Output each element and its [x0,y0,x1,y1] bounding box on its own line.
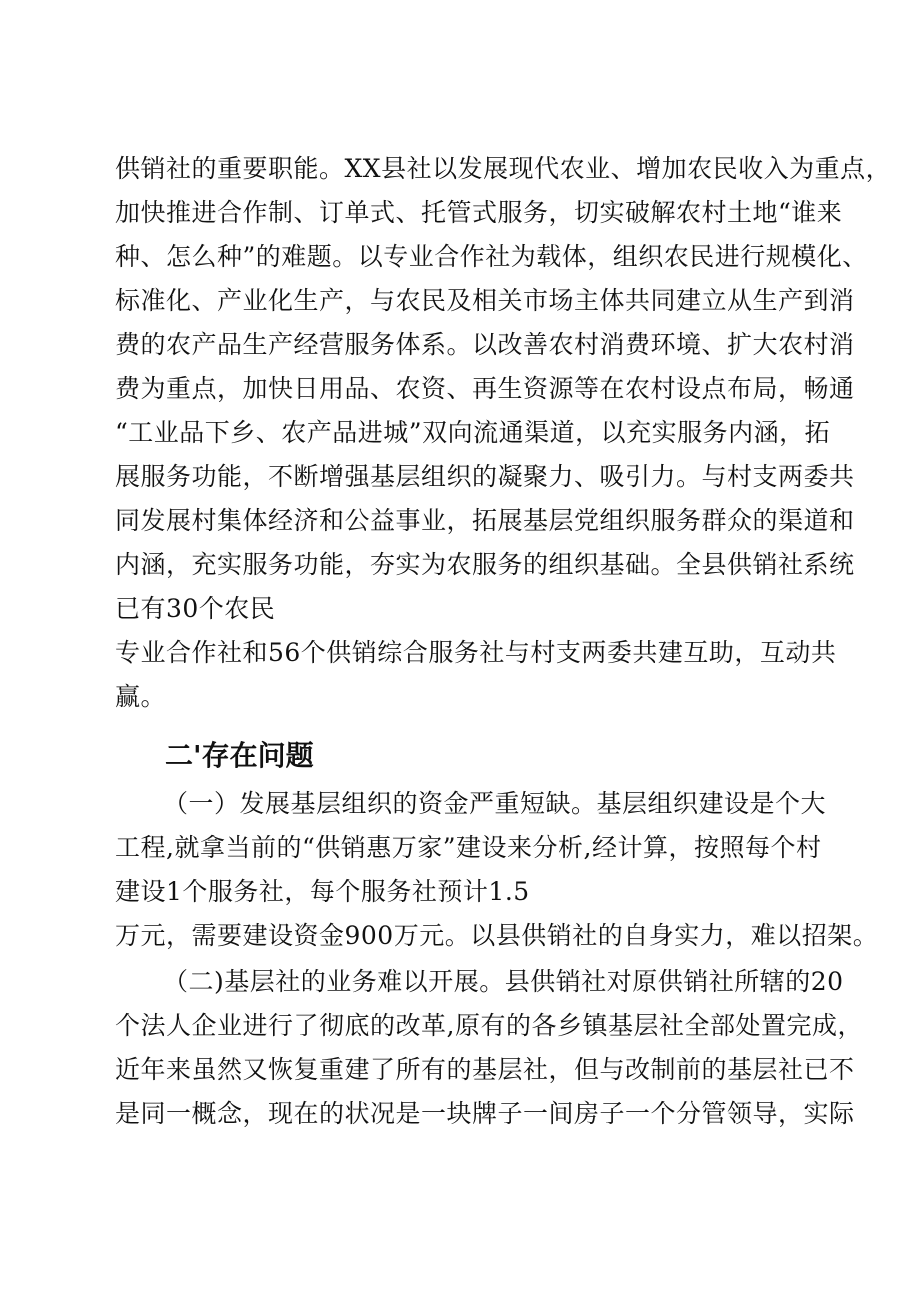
text-line: 费的农产品生产经营服务体系。以改善农村消费环境、扩大农村消 [115,330,855,359]
text-line: 赢。 [115,682,167,711]
text-line: 近年来虽然又恢复重建了所有的基层社，但与改制前的基层社已不 [115,1055,855,1084]
text-line: 费为重点，加快日用品、农资、再生资源等在农村设点布局，畅通 [115,374,855,403]
text-line: 建设1个服务社，每个服务社预计1.5 [115,877,530,906]
text-line: 工程,就拿当前的“供销惠万家”建设来分析,经计算，按照每个村 [115,833,822,862]
paragraph-funding-shortage [115,782,879,958]
text-line: 专业合作社和56个供销综合服务社与村支两委共建互助，互动共 [115,638,837,667]
text-line: 个法人企业进行了彻底的改革,原有的各乡镇基层社全部处置完成， [115,1011,863,1040]
text-line: 加快推进合作制、订单式、托管式服务，切实破解农村土地“谁来 [115,198,843,227]
paragraph-achievements [115,147,892,719]
text-line: （二)基层社的业务难以开展。县供销社对原供销社所辖的20 [163,967,844,996]
text-line: 已有30个农民 [115,594,276,623]
text-line: 展服务功能，不断增强基层组织的凝聚力、吸引力。与村支两委共 [115,462,855,491]
text-line: “工业品下乡、农产品进城”双向流通渠道，以充实服务内涵，拓 [115,418,831,447]
text-line: 供销社的重要职能。XX县社以发展现代农业、增加农民收入为重点， [115,154,892,183]
text-line: 内涵，充实服务功能，夯实为农服务的组织基础。全县供销社系统 [115,550,855,579]
text-line: 万元，需要建设资金900万元。以县供销社的自身实力，难以招架。 [115,921,879,950]
text-line: 是同一概念，现在的状况是一块牌子一间房子一个分管领导，实际 [115,1099,855,1128]
text-line: 同发展村集体经济和公益事业，拓展基层党组织服务群众的渠道和 [115,506,855,535]
text-line: 种、怎么种”的难题。以专业合作社为载体，组织农民进行规模化、 [115,242,868,271]
paragraph-business-difficulty [115,960,863,1136]
text-line: 标准化、产业化生产，与农民及相关市场主体共同建立从生产到消 [115,286,855,315]
section-heading: 二'存在问题 [165,739,314,772]
text-line: （一）发展基层组织的资金严重短缺。基层组织建设是个大 [163,789,827,818]
